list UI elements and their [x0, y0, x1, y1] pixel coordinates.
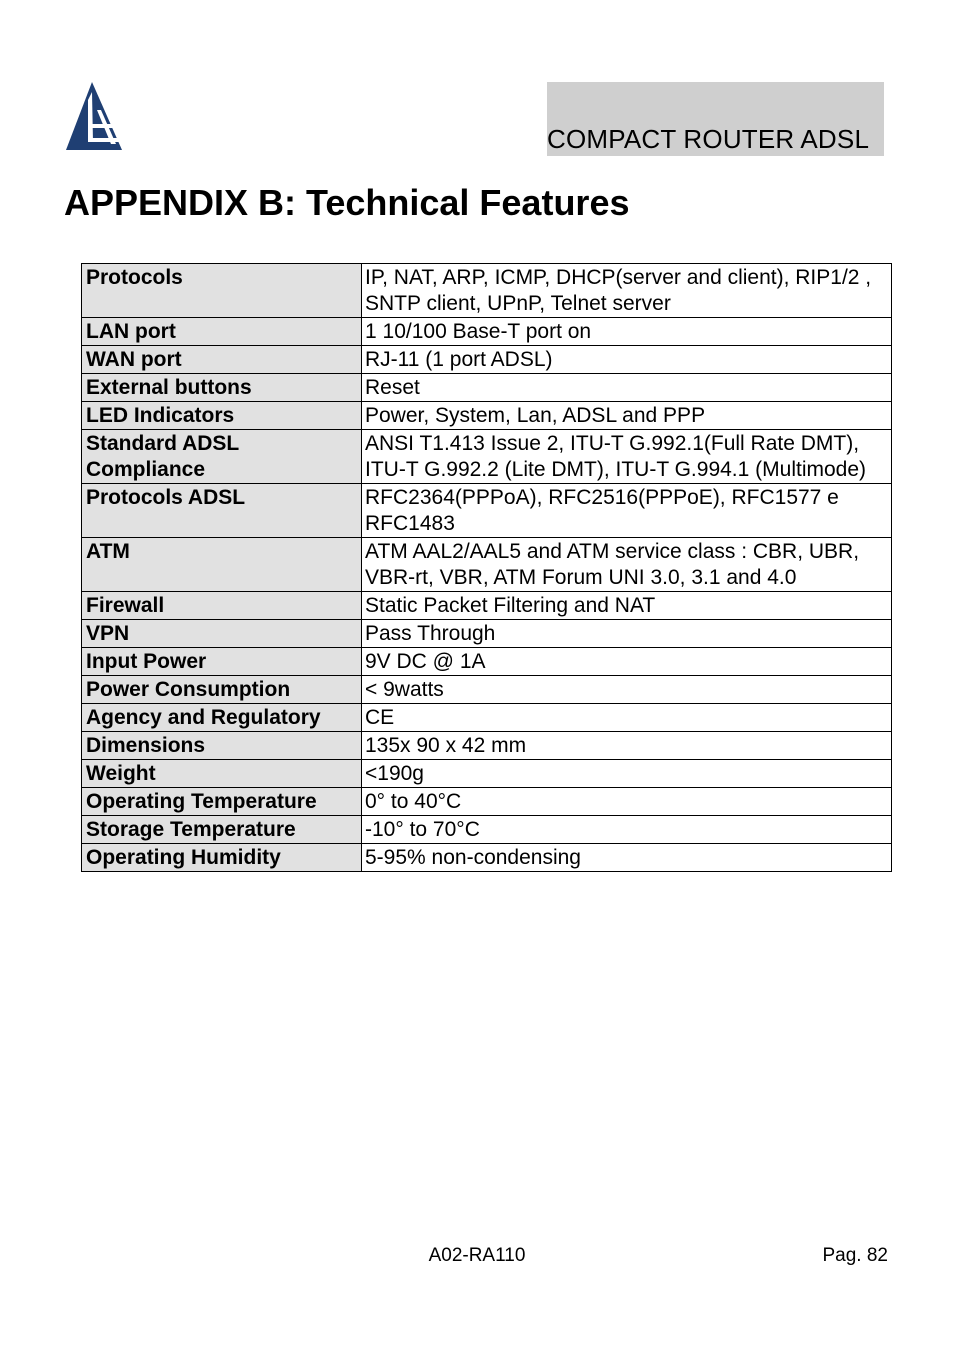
- footer-model: A02-RA110: [428, 1245, 526, 1266]
- spec-label: Operating Temperature: [82, 788, 362, 816]
- spec-label: ATM: [82, 538, 362, 592]
- spec-label: External buttons: [82, 374, 362, 402]
- spec-value: 135x 90 x 42 mm: [362, 732, 892, 760]
- spec-label: LED Indicators: [82, 402, 362, 430]
- table-row: [82, 402, 892, 430]
- table-row: [82, 816, 892, 844]
- spec-label: Power Consumption: [82, 676, 362, 704]
- spec-label: Operating Humidity: [82, 844, 362, 872]
- table-row: [82, 264, 892, 318]
- spec-value: Reset: [362, 374, 892, 402]
- spec-table: [81, 263, 892, 872]
- spec-label: Storage Temperature: [82, 816, 362, 844]
- footer-page-number: Pag. 82: [822, 1245, 888, 1266]
- product-name: COMPACT ROUTER ADSL: [547, 124, 870, 154]
- table-row: [82, 318, 892, 346]
- spec-label: Protocols ADSL: [82, 484, 362, 538]
- spec-label: Firewall: [82, 592, 362, 620]
- atlantis-logo-icon: [64, 80, 126, 152]
- page-title: APPENDIX B: Technical Features: [64, 182, 630, 223]
- spec-value: RJ-11 (1 port ADSL): [362, 346, 892, 374]
- table-row: [82, 430, 892, 484]
- table-row: [82, 592, 892, 620]
- table-row: [82, 374, 892, 402]
- spec-label: Protocols: [82, 264, 362, 318]
- header-product-box: [547, 82, 884, 156]
- spec-value: < 9watts: [362, 676, 892, 704]
- spec-label: Input Power: [82, 648, 362, 676]
- spec-label: Dimensions: [82, 732, 362, 760]
- spec-value: RFC2364(PPPoA), RFC2516(PPPoE), RFC1577 e RFC1483: [362, 484, 892, 538]
- table-row: [82, 732, 892, 760]
- table-row: [82, 760, 892, 788]
- spec-table-body: [82, 264, 892, 872]
- table-row: [82, 788, 892, 816]
- spec-value: 0° to 40°C: [362, 788, 892, 816]
- table-row: [82, 538, 892, 592]
- spec-value: 5-95% non-condensing: [362, 844, 892, 872]
- spec-value: 1 10/100 Base-T port on: [362, 318, 892, 346]
- spec-value: Static Packet Filtering and NAT: [362, 592, 892, 620]
- spec-value: ATM AAL2/AAL5 and ATM service class : CBR, UBR, VBR-rt, VBR, ATM Forum UNI 3.0, 3.1 and 4.0: [362, 538, 892, 592]
- spec-value: 9V DC @ 1A: [362, 648, 892, 676]
- spec-label: Standard ADSL Compliance: [82, 430, 362, 484]
- table-row: [82, 620, 892, 648]
- spec-label: Agency and Regulatory: [82, 704, 362, 732]
- spec-value: Pass Through: [362, 620, 892, 648]
- spec-value: IP, NAT, ARP, ICMP, DHCP(server and client), RIP1/2 , SNTP client, UPnP, Telnet server: [362, 264, 892, 318]
- spec-label: VPN: [82, 620, 362, 648]
- table-row: [82, 484, 892, 538]
- table-row: [82, 704, 892, 732]
- table-row: [82, 676, 892, 704]
- spec-value: <190g: [362, 760, 892, 788]
- spec-value: ANSI T1.413 Issue 2, ITU-T G.992.1(Full Rate DMT), ITU-T G.992.2 (Lite DMT), ITU-T G.994.1 (Multimode): [362, 430, 892, 484]
- company-logo: [64, 80, 126, 152]
- spec-label: LAN port: [82, 318, 362, 346]
- spec-label: Weight: [82, 760, 362, 788]
- spec-value: -10° to 70°C: [362, 816, 892, 844]
- table-row: [82, 844, 892, 872]
- spec-value: Power, System, Lan, ADSL and PPP: [362, 402, 892, 430]
- spec-value: CE: [362, 704, 892, 732]
- table-row: [82, 648, 892, 676]
- spec-label: WAN port: [82, 346, 362, 374]
- table-row: [82, 346, 892, 374]
